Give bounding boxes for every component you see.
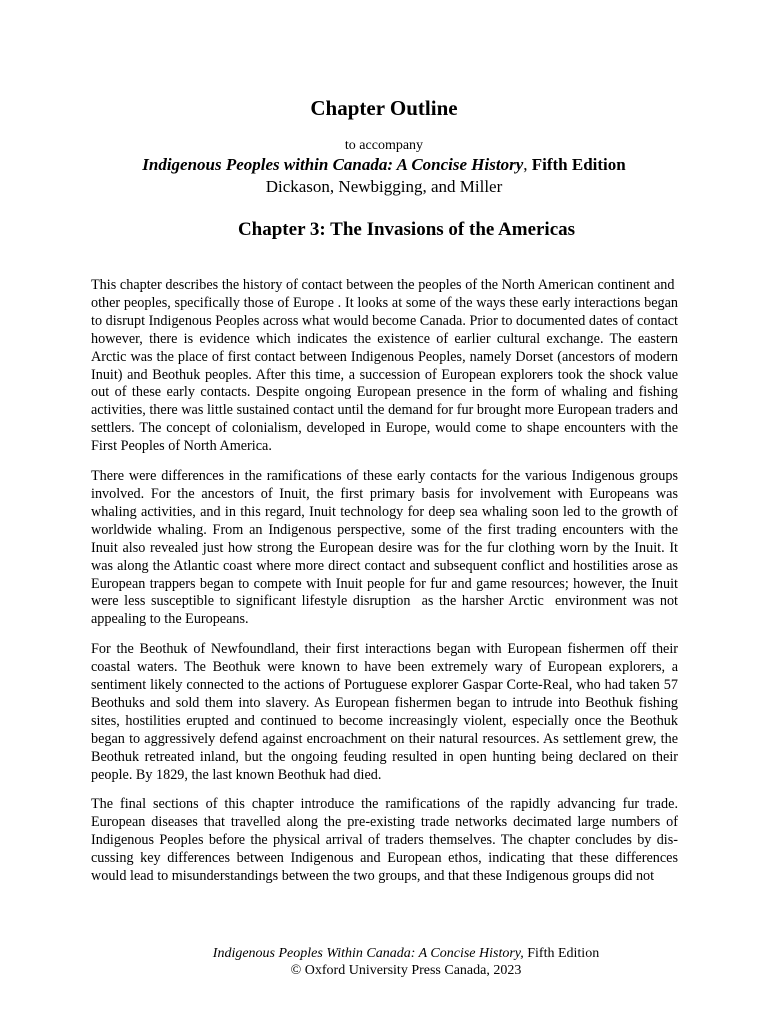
body-paragraph: For the Beothuk of Newfoundland, their first interactions began with European fishermen off their coastal waters. The Beothuk were known to have been extremely wary of European explorers, a sentiment likely connected to the actions of Portuguese explorer Gaspar Corte-Real, who had taken 57 Beothuks and sold them into slavery. As European fishermen began to intrude into Beothuk fishing sites, hostilities erupted and continued to become increasingly violent, especially once the Beothuk began to aggressively defend against encroachment on their natural resources. As settlement grew, the Beothuk retreated inland, but the ongoing feuding resulted in open hunting being declared on their people. By 1829, the last known Beothuk had died. bbox=[91, 641, 678, 783]
body-paragraph: There were differences in the ramifications of these early contacts for the various Indigenous groups involved. For the ancestors of Inuit, the first primary basis for involvement with Europeans was whaling activities, and in this regard, Inuit technology for deep sea whaling soon led to the growth of worldwide whaling. From an Indigenous perspective, some of the first trading encounters with the Inuit also revealed just how strong the European desire was for the fur clothing worn by the Inuit. It was along the Atlantic coast where more direct contact and subsequent conflict and hostilities arose as European trappers began to compete with Inuit people for fur and game resources; however, the Inuit were less susceptible to significant lifestyle disruption as the harsher Arctic environment was not appealing to the Europeans. bbox=[91, 468, 678, 628]
chapter-body bbox=[91, 277, 678, 898]
footer-book-title: Indigenous Peoples Within Canada: A Concise History, bbox=[212, 946, 524, 961]
authors: Dickason, Newbigging, and Miller bbox=[265, 177, 503, 196]
footer-edition: Fifth Edition bbox=[523, 946, 600, 961]
body-paragraph: This chapter describes the history of contact between the peoples of the North American continent and other peoples, specifically those of Europe . It looks at some of the ways these early interactions began to disrupt Indigenous Peoples across what would become Canada. Prior to documented dates of contact however, there is evidence which indicates the existence of earlier cultural exchange. The eastern Arctic was the place of first contact between Indigenous Peoples, namely Dorset (ancestors of modern Inuit) and Beothuk peoples. After this time, a succession of European explorers took the shock value out of these early contacts. Despite ongoing European presence in the form of whaling and fishing activities, there was little sustained contact until the demand for fur brought more European traders and settlers. The concept of colonialism, developed in Europe, would come to shape encounters with the First Peoples of North America. bbox=[91, 277, 678, 455]
accompany-label: to accompany bbox=[344, 138, 424, 153]
footer-title-line bbox=[0, 945, 768, 962]
body-paragraph: The final sections of this chapter introduce the ramifications of the rapidly advancing fur trade. European diseases that travelled along the pre-existing trade networks decimated large numbers of Indigenous Peoples before the physical arrival of traders themselves. The chapter concludes by discussing key differences between Indigenous and European ethos, indicating that these differences would lead to misunderstandings between the two groups, and that these Indigenous groups did not bbox=[91, 796, 678, 885]
book-separator: , bbox=[523, 155, 532, 174]
page-title: Chapter Outline bbox=[310, 96, 458, 120]
page-footer bbox=[0, 945, 768, 979]
book-line bbox=[0, 154, 768, 176]
book-title: Indigenous Peoples within Canada: A Concise History bbox=[142, 155, 524, 174]
footer-copyright: © Oxford University Press Canada, 2023 bbox=[290, 963, 522, 978]
book-edition: Fifth Edition bbox=[531, 155, 626, 174]
chapter-heading: Chapter 3: The Invasions of the Americas bbox=[237, 219, 576, 240]
